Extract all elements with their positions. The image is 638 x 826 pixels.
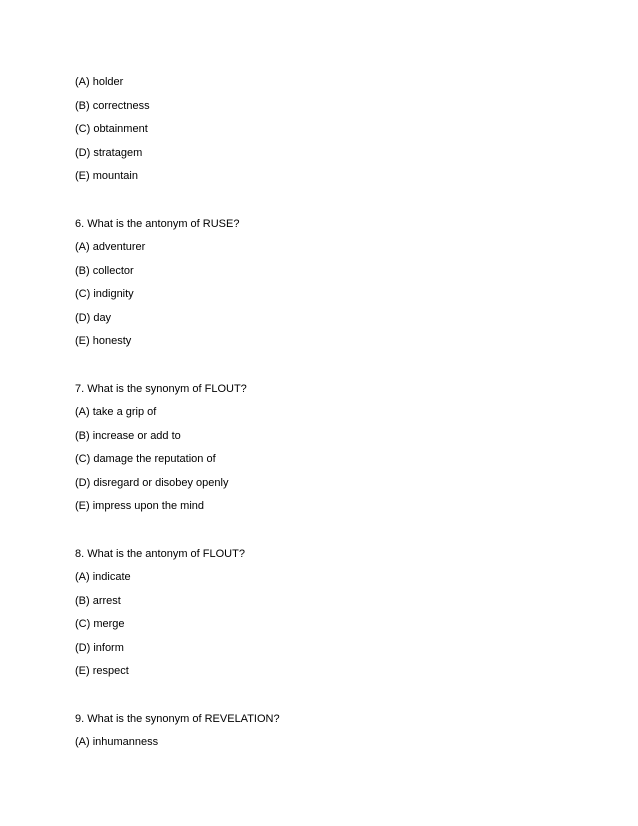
answer-option: (D) stratagem xyxy=(75,146,143,159)
question-list xyxy=(75,72,575,756)
block-spacer xyxy=(75,520,575,544)
question-block-6 xyxy=(75,214,575,352)
answer-option: (C) merge xyxy=(75,618,125,630)
block-spacer xyxy=(75,685,575,709)
answer-option: (B) collector xyxy=(75,264,134,277)
question-prompt: 9. What is the synonym of REVELATION? xyxy=(75,712,280,725)
answer-option: (A) inhumanness xyxy=(75,736,159,748)
question-block-8 xyxy=(75,544,575,682)
answer-option: (E) impress upon the mind xyxy=(75,500,204,512)
answer-option: (B) arrest xyxy=(75,594,121,607)
question-prompt: 8. What is the antonym of FLOUT? xyxy=(75,547,245,560)
block-spacer xyxy=(75,355,575,379)
answer-option: (C) indignity xyxy=(75,288,134,300)
question-block-7 xyxy=(75,379,575,517)
answer-option: (E) respect xyxy=(75,665,129,677)
answer-option: (A) take a grip of xyxy=(75,406,157,418)
answer-option: (B) correctness xyxy=(75,99,150,112)
answer-option: (E) honesty xyxy=(75,335,132,347)
answer-option: (A) indicate xyxy=(75,571,131,583)
answer-option: (D) disregard or disobey openly xyxy=(75,476,229,489)
answer-option: (E) mountain xyxy=(75,170,138,182)
lead-option-block xyxy=(75,72,575,186)
question-block-9 xyxy=(75,709,575,753)
answer-option: (C) obtainment xyxy=(75,123,148,135)
block-spacer xyxy=(75,190,575,214)
answer-option: (D) inform xyxy=(75,641,124,654)
answer-option: (D) day xyxy=(75,311,112,324)
question-prompt: 7. What is the synonym of FLOUT? xyxy=(75,382,247,395)
answer-option: (A) holder xyxy=(75,76,124,88)
answer-option: (B) increase or add to xyxy=(75,429,181,442)
question-prompt: 6. What is the antonym of RUSE? xyxy=(75,217,240,230)
answer-option: (C) damage the reputation of xyxy=(75,453,216,465)
answer-option: (A) adventurer xyxy=(75,241,146,253)
